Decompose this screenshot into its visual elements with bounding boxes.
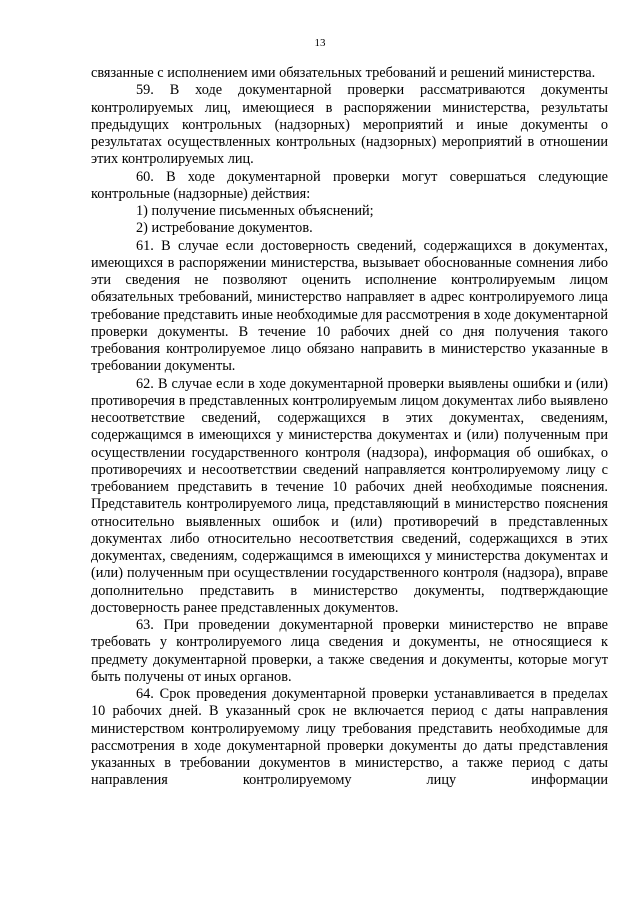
paragraph-63: 63. При проведении документарной проверки министерство не вправе требовать у контролируемого лица сведения и документы, не относящиеся к предмету документарной проверки, а также сведения и документы, которые могут быть получены от иных органов. <box>91 617 608 685</box>
paragraph-60: 60. В ходе документарной проверки могут совершаться следующие контрольные (надзорные) действия: <box>91 168 608 202</box>
paragraph-61: 61. В случае если достоверность сведений, содержащихся в документах, имеющихся в распоряжении министерства, вызывает обоснованные сомнения либо эти сведения не позволяют оценить исполнение контролируемым лицом обязательных требований, министерство направляет в адрес контролируемого лица требование представить иные необходимые для рассмотрения в ходе документарной проверки документы. В течение 10 рабочих дней со дня получения такого требования контролируемое лицо обязано направить в министерство указанные в требовании документы. <box>91 237 608 375</box>
document-body <box>91 65 608 790</box>
list-item-1: 1) получение письменных объяснений; <box>136 203 374 219</box>
paragraph-62: 62. В случае если в ходе документарной проверки выявлены ошибки и (или) противоречия в представленных контролируемым лицом документах либо выявлено несоответствие сведений, содержащихся в этих документах, сведениям, содержащимся в имеющихся у министерства документах и (или) полученным при осуществлении государственного контроля (надзора), информация об ошибках, о противоречиях и несоответствии сведений направляется контролируемому лицу с требованием представить в течение 10 рабочих дней необходимые пояснения. Представитель контролируемого лица, представляющий в министерство пояснения относительно выявленных ошибок и (или) противоречий в представленных документах либо относительно несоответствия сведений, содержащихся в этих документах, сведениям, содержащимся в имеющихся у министерства документах и (или) полученным при осуществлении государственного контроля (надзора), вправе дополнительно представить в министерство документы, подтверждающие достоверность ранее представленных документов. <box>91 375 608 616</box>
list-item-2: 2) истребование документов. <box>136 220 313 237</box>
paragraph-64: 64. Срок проведения документарной проверки устанавливается в пределах 10 рабочих дней. В указанный срок не включается период с даты направления министерством контролируемому лицу требования представить необходимые для рассмотрения в ходе документарной проверки документы до даты представления указанных в требовании документов в министерство, а также период с даты направления контролируемому лицу информации <box>91 686 608 789</box>
paragraph-continuation: связанные с исполнением ими обязательных требований и решений министерства. <box>91 65 596 81</box>
page-number: 13 <box>314 37 326 49</box>
paragraph-59: 59. В ходе документарной проверки рассматриваются документы контролируемых лиц, имеющиеся в распоряжении министерства, результаты предыдущих контрольных (надзорных) мероприятий и иные документы о результатах осуществленных контрольных (надзорных) мероприятий в отношении этих контролируемых лиц. <box>91 82 608 168</box>
